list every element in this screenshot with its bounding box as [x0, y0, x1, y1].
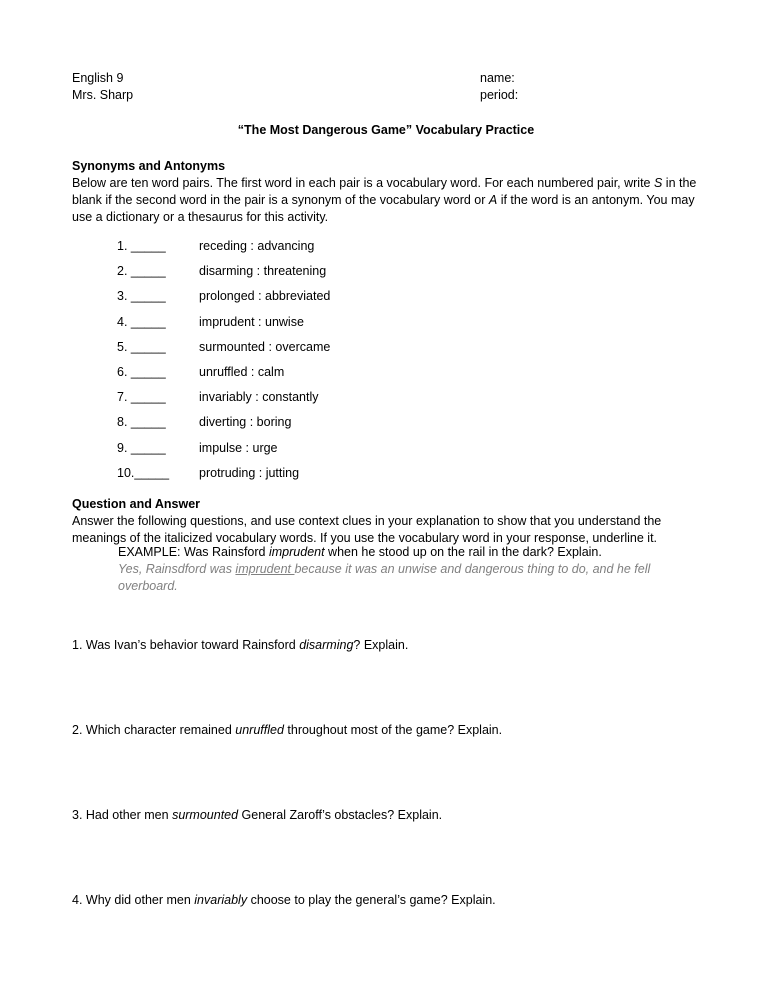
course-name: English 9 — [72, 71, 124, 85]
instructions-letter-s: S — [653, 176, 663, 190]
word-pair: impulse : urge — [199, 440, 278, 455]
vocab-word: disarming — [299, 638, 354, 652]
question-2 — [72, 722, 502, 739]
pair-number: 7. _____ — [117, 390, 166, 405]
word-pair: surmounted : overcame — [199, 339, 331, 354]
pair-number: 3. _____ — [117, 289, 166, 304]
header-right — [480, 70, 518, 104]
question-answer-section — [72, 496, 700, 547]
list-item — [117, 238, 330, 263]
question-text: ? Explain. — [353, 638, 409, 652]
pair-number: 2. _____ — [117, 264, 166, 279]
name-label: name: — [480, 71, 515, 85]
vocab-word: unruffled — [235, 723, 284, 737]
question-3 — [72, 807, 442, 824]
example-answer — [118, 561, 700, 595]
word-pair: invariably : constantly — [199, 390, 319, 405]
vocab-word: imprudent — [268, 545, 325, 559]
list-item — [117, 339, 330, 364]
answer-text: Yes, Rainsdford was — [118, 562, 236, 576]
instructions-text: if the word is an antonym. You may use a dictionary or a thesaurus for this activity. — [72, 193, 695, 224]
section-heading: Question and Answer — [72, 497, 201, 511]
list-item — [117, 440, 330, 465]
pair-number: 8. _____ — [117, 415, 166, 430]
word-pair: protruding : jutting — [199, 465, 300, 480]
question-1 — [72, 637, 408, 654]
pair-number: 10._____ — [117, 465, 170, 480]
question-text: 1. Was Ivan’s behavior toward Rainsford — [72, 638, 300, 652]
section-instructions — [72, 175, 700, 226]
question-text: choose to play the general’s game? Explain. — [247, 893, 496, 907]
question-4 — [72, 892, 496, 909]
word-pair: receding : advancing — [199, 239, 315, 253]
pair-number: 1. _____ — [117, 239, 166, 253]
word-pair: unruffled : calm — [199, 364, 285, 379]
example-question — [118, 544, 700, 561]
vocab-word: invariably — [194, 893, 248, 907]
list-item — [117, 465, 330, 490]
list-item — [117, 414, 330, 439]
period-label: period: — [480, 88, 519, 102]
synonyms-section — [72, 158, 700, 226]
pair-number: 6. _____ — [117, 364, 166, 379]
instructions-letter-a: A — [488, 193, 498, 207]
pair-number: 5. _____ — [117, 339, 166, 354]
header-left — [72, 70, 133, 104]
question-text: EXAMPLE: Was Rainsford — [118, 545, 269, 559]
list-item — [117, 263, 330, 288]
list-item — [117, 288, 330, 313]
question-text: when he stood up on the rail in the dark? Explain. — [324, 545, 602, 559]
list-item — [117, 364, 330, 389]
question-text: 3. Had other men — [72, 808, 173, 822]
question-text: throughout most of the game? Explain. — [283, 723, 503, 737]
word-pair-list — [117, 238, 330, 490]
list-item — [117, 314, 330, 339]
page-title: “The Most Dangerous Game” Vocabulary Practice — [237, 123, 535, 137]
word-pair: disarming : threatening — [199, 264, 327, 279]
section-instructions: Answer the following questions, and use context clues in your explanation to show that you understand the meanings of the italicized vocabulary words. If you use the vocabulary word in your response, underline it. — [72, 514, 662, 545]
answer-text: because it was an unwise and dangerous thing to do, and he fell overboard. — [118, 562, 651, 593]
word-pair: diverting : boring — [199, 415, 292, 430]
list-item — [117, 389, 330, 414]
question-text: General Zaroff’s obstacles? Explain. — [238, 808, 443, 822]
example-block — [118, 544, 700, 595]
question-text: 4. Why did other men — [72, 893, 195, 907]
instructions-text: in the blank if the second word in the pair is a synonym of the vocabulary word or — [72, 176, 697, 207]
teacher-name: Mrs. Sharp — [72, 88, 134, 102]
pair-number: 4. _____ — [117, 314, 166, 329]
pair-number: 9. _____ — [117, 440, 166, 455]
vocab-word: surmounted — [172, 808, 239, 822]
underlined-vocab-word: imprudent — [235, 562, 295, 576]
question-text: 2. Which character remained — [72, 723, 236, 737]
word-pair: imprudent : unwise — [199, 314, 304, 329]
instructions-text: Below are ten word pairs. The first word in each pair is a vocabulary word. For each numbered pair, write — [72, 176, 654, 190]
section-heading: Synonyms and Antonyms — [72, 159, 226, 173]
word-pair: prolonged : abbreviated — [199, 289, 331, 304]
